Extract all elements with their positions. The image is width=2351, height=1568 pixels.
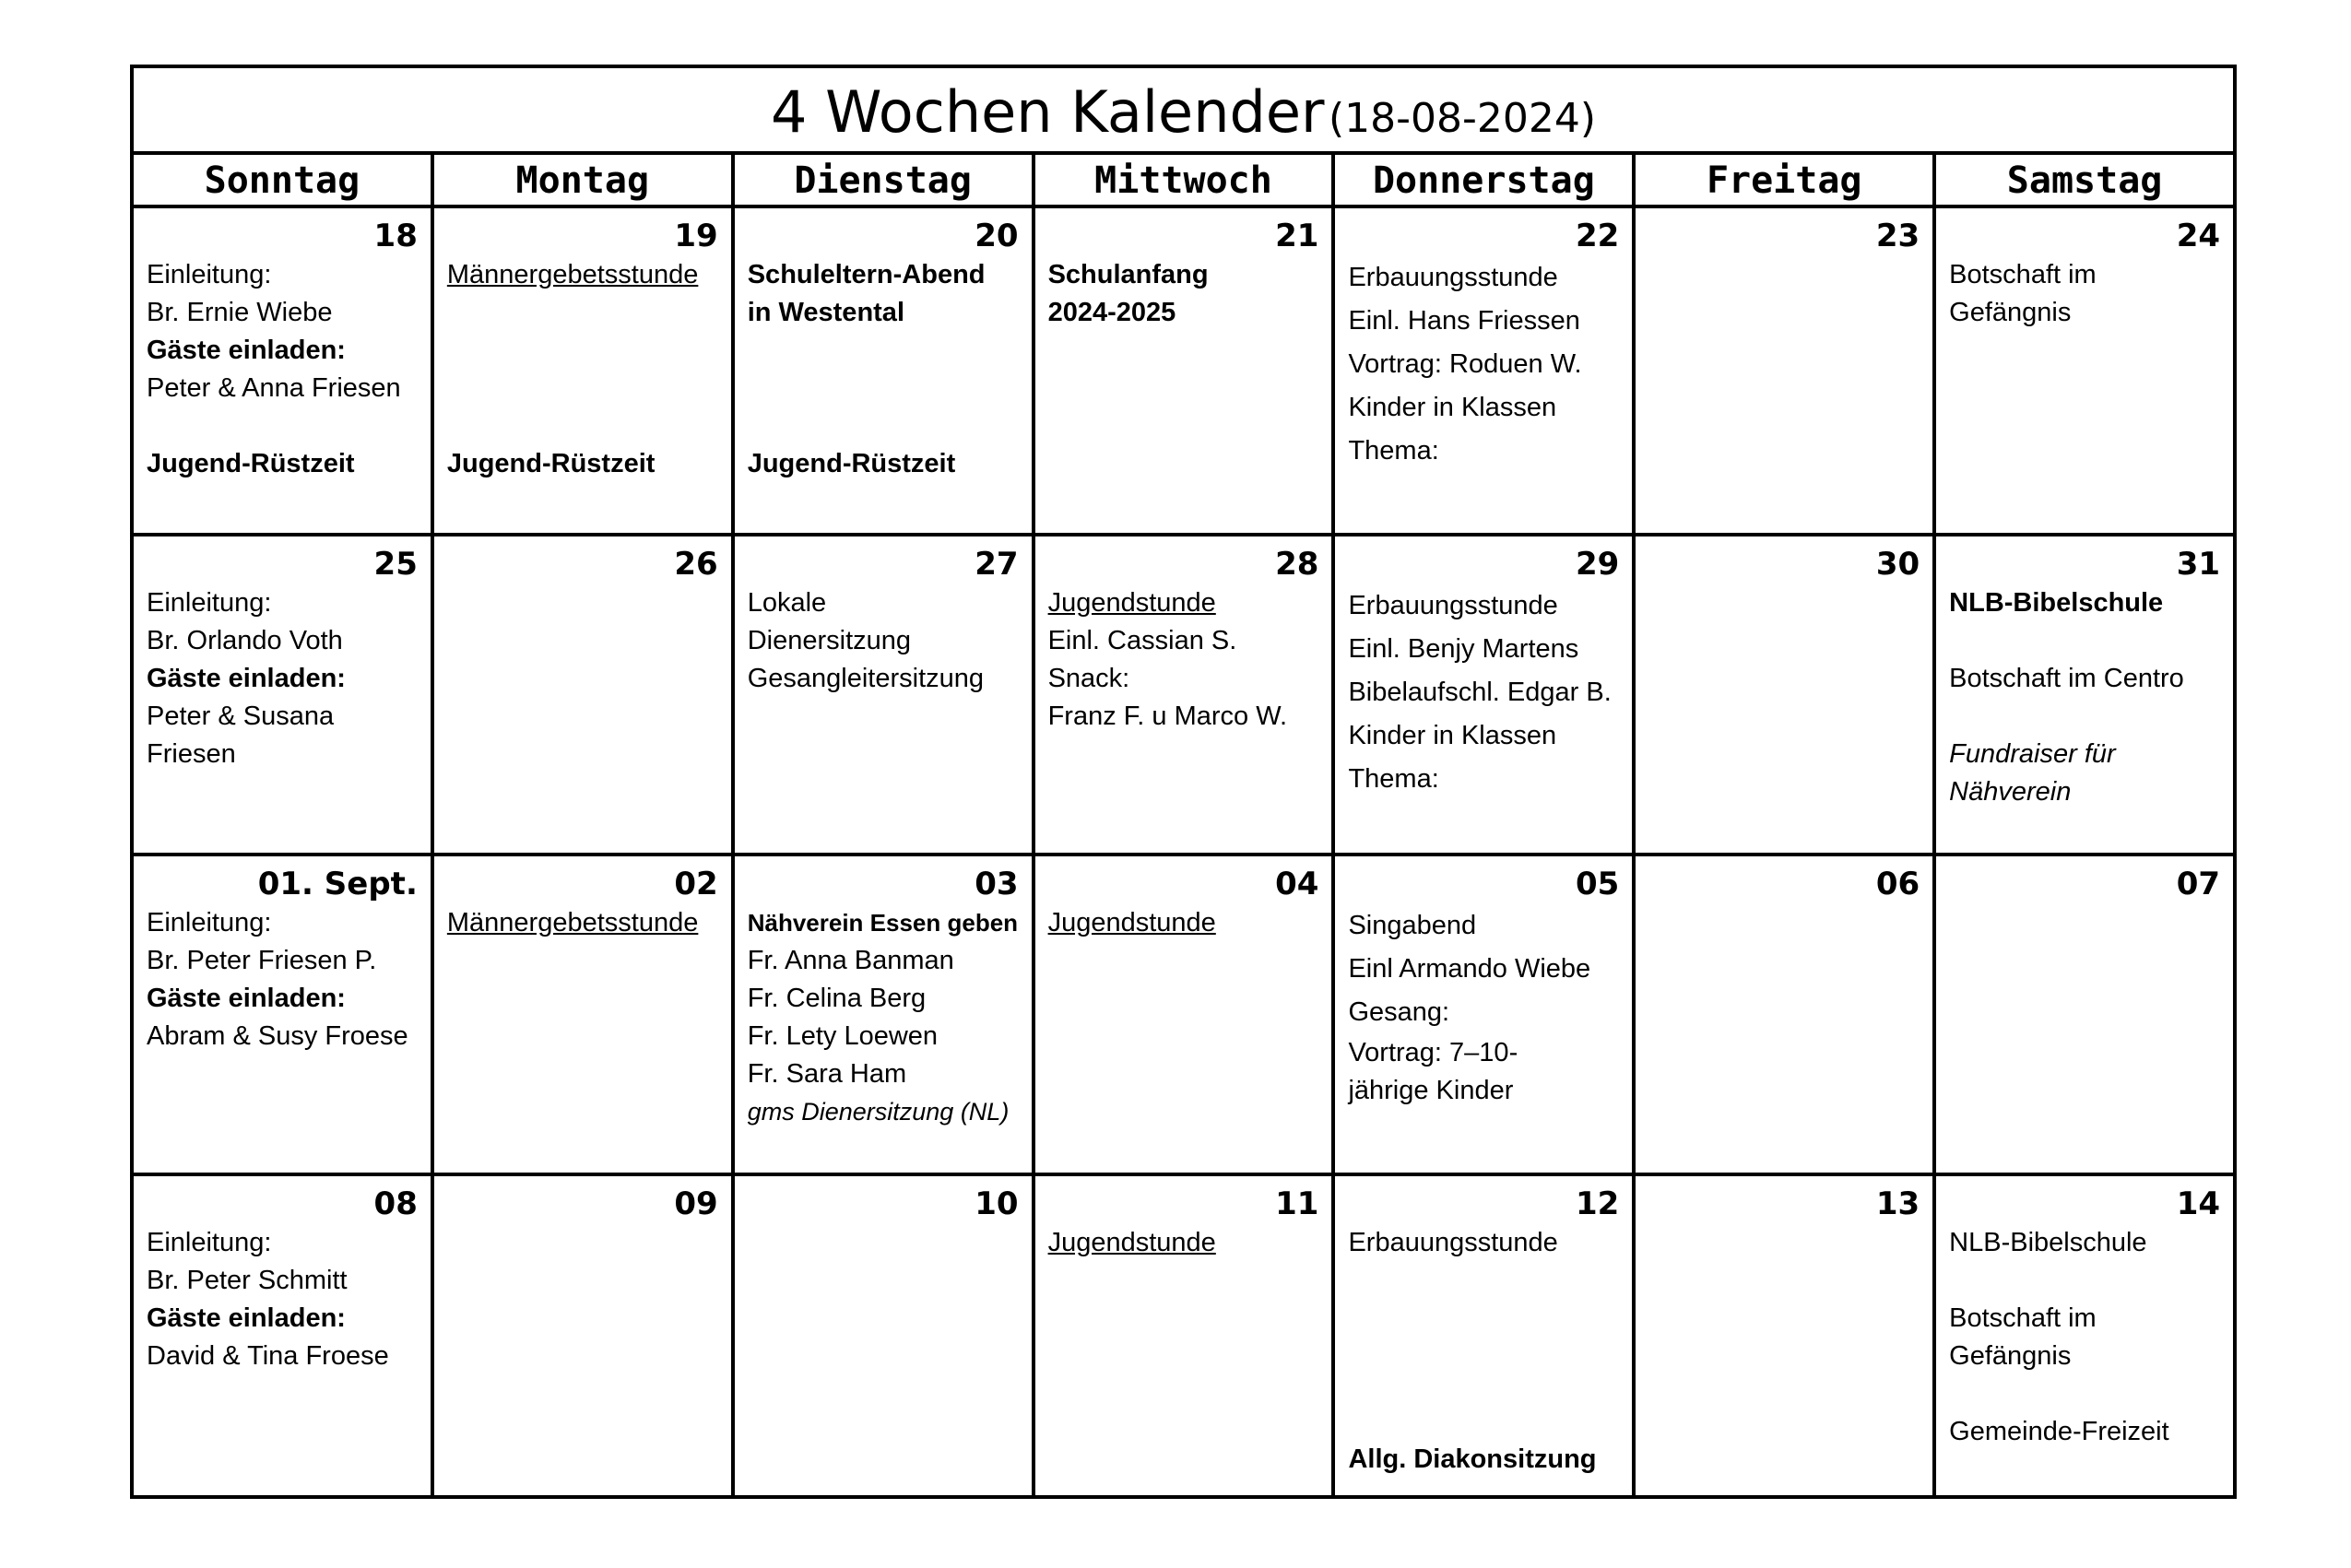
day-cell-29 [1335, 536, 1636, 853]
event-line: Erbauungsstunde [1348, 1228, 1558, 1257]
weekday-samstag: Samstag [2006, 159, 2163, 202]
day-cell-21 [1035, 208, 1336, 533]
day-number: 20 [975, 218, 1019, 254]
day-cell-03 [735, 856, 1035, 1173]
event-line: Br. Ernie Wiebe [147, 298, 333, 327]
event-line: Thema: [1348, 436, 1439, 466]
day-number: 27 [975, 546, 1019, 583]
day-number: 01. Sept. [257, 866, 418, 902]
week-row-1 [134, 208, 2233, 536]
day-cell-19 [434, 208, 735, 533]
event-line: Einleitung: [147, 588, 272, 618]
spacer [748, 332, 1021, 370]
event-line: gms Dienersitzung (NL) [747, 1098, 1010, 1126]
event-line: Jugendstunde [1047, 588, 1216, 618]
event-line: Botschaft im [1949, 1303, 2097, 1333]
weekday-sonntag: Sonntag [134, 155, 434, 205]
event-line: Br. Peter Friesen P. [147, 946, 377, 975]
day-number: 24 [2176, 218, 2221, 254]
event-line: Vortrag: 7–10- [1348, 1038, 1518, 1067]
day-number: 30 [1875, 546, 1920, 583]
title-main: 4 Wochen Kalender [770, 78, 1325, 146]
day-cell-02 [434, 856, 735, 1173]
event-line: Erbauungsstunde [1348, 591, 1558, 620]
event-line: Botschaft im Centro [1949, 664, 2184, 693]
spacer [748, 370, 1021, 407]
event-line: Botschaft im [1949, 260, 2097, 289]
day-number: 22 [1575, 218, 1620, 254]
day-cell-25 [134, 536, 434, 853]
event-line: Abram & Susy Froese [147, 1021, 408, 1051]
weekday-dienstag: Dienstag [735, 155, 1035, 205]
event-line: Nähverein [1949, 777, 2072, 807]
day-number: 09 [674, 1185, 718, 1222]
calendar [130, 65, 2237, 1499]
day-cell-31 [1936, 536, 2233, 853]
event-line: NLB-Bibelschule [1949, 1228, 2147, 1257]
weekday-mittwoch: Mittwoch [1035, 155, 1336, 205]
event-line: jährige Kinder [1348, 1076, 1514, 1105]
week-row-3 [134, 856, 2233, 1176]
day-number: 13 [1875, 1185, 1920, 1222]
week-row-4 [134, 1176, 2233, 1495]
day-cell-27 [735, 536, 1035, 853]
day-cell-12 [1335, 1176, 1636, 1495]
event-line: Jugendstunde [1047, 908, 1216, 937]
day-cell-24 [1936, 208, 2233, 533]
day-number: 23 [1875, 218, 1920, 254]
event-line: Vortrag: Roduen W. [1348, 349, 1582, 379]
event-line: Thema: [1348, 764, 1439, 794]
day-cell-26 [434, 536, 735, 853]
spacer [447, 332, 720, 370]
event-line: 2024-2025 [1047, 298, 1176, 327]
spacer [748, 407, 1021, 445]
event-line: Einl. Hans Friessen [1348, 306, 1580, 336]
event-line: Kinder in Klassen [1348, 393, 1557, 422]
weekday-montag: Montag [434, 155, 735, 205]
event-line: Dienersitzung [747, 626, 912, 655]
event-line: in Westental [747, 298, 904, 327]
calendar-title [134, 68, 2233, 155]
day-number: 02 [674, 866, 718, 902]
event-line: Br. Orlando Voth [147, 626, 343, 655]
spacer [1949, 698, 2222, 736]
event-line: Einl. Benjy Martens [1348, 634, 1579, 664]
event-line: Gesangleitersitzung [747, 664, 985, 693]
day-number: 11 [1275, 1185, 1319, 1222]
day-number: 18 [373, 218, 418, 254]
day-number: 10 [975, 1185, 1019, 1222]
day-cell-08 [134, 1176, 434, 1495]
event-line: Einleitung: [147, 908, 272, 937]
event-line: Schuleltern-Abend [747, 260, 986, 289]
weekday-freitag: Freitag [1636, 155, 1936, 205]
event-line: Gesang: [1348, 997, 1450, 1027]
event-line: Peter & Anna Friesen [147, 373, 401, 403]
spacer [1949, 622, 2222, 660]
event-line: Friesen [147, 739, 236, 769]
day-number: 25 [373, 546, 418, 583]
event-line: Gäste einladen: [147, 984, 346, 1013]
event-line: Fr. Sara Ham [747, 1059, 907, 1089]
event-line-bottom: Allg. Diakonsitzung [1348, 1444, 1597, 1474]
event-line: Jugend-Rüstzeit [446, 449, 656, 478]
day-number: 29 [1575, 546, 1620, 583]
event-line: Singabend [1348, 911, 1477, 940]
event-line: Erbauungsstunde [1348, 263, 1558, 292]
day-cell-28 [1035, 536, 1336, 853]
event-line: Gefängnis [1949, 1341, 2072, 1371]
day-cell-23 [1636, 208, 1936, 533]
day-number: 07 [2176, 866, 2221, 902]
event-line: Kinder in Klassen [1348, 721, 1557, 750]
day-number: 26 [674, 546, 718, 583]
event-line: Einleitung: [147, 260, 272, 289]
event-line: Gäste einladen: [147, 336, 346, 365]
day-cell-20 [735, 208, 1035, 533]
event-line: Fr. Anna Banman [747, 946, 954, 975]
event-line: Snack: [1047, 664, 1130, 693]
day-number: 12 [1575, 1185, 1620, 1222]
event-line: Einl. Cassian S. [1047, 626, 1237, 655]
day-number: 08 [373, 1185, 418, 1222]
day-cell-05 [1335, 856, 1636, 1173]
day-number: 31 [2176, 546, 2221, 583]
event-line: Gefängnis [1949, 298, 2072, 327]
event-line: Br. Peter Schmitt [147, 1266, 348, 1295]
day-number: 14 [2176, 1185, 2221, 1222]
day-number: 04 [1275, 866, 1319, 902]
day-number: 03 [975, 866, 1019, 902]
day-cell-22 [1335, 208, 1636, 533]
event-line: Einleitung: [147, 1228, 272, 1257]
event-line: Fr. Lety Loewen [747, 1021, 939, 1051]
spacer [447, 370, 720, 407]
event-line: Lokale [747, 588, 827, 618]
day-cell-07 [1936, 856, 2233, 1173]
weekday-header-row [134, 155, 2233, 208]
day-cell-09 [434, 1176, 735, 1495]
day-cell-14 [1936, 1176, 2233, 1495]
day-number: 28 [1275, 546, 1319, 583]
day-cell-04 [1035, 856, 1336, 1173]
spacer [1949, 1375, 2222, 1413]
event-line: David & Tina Froese [147, 1341, 389, 1371]
event-line: Nähverein Essen geben [747, 909, 1019, 937]
event-line: Einl Armando Wiebe [1348, 954, 1591, 984]
event-line: Schulanfang [1047, 260, 1209, 289]
event-line: Franz F. u Marco W. [1047, 701, 1288, 731]
spacer [447, 294, 720, 332]
event-line: Männergebetsstunde [446, 260, 699, 289]
day-cell-30 [1636, 536, 1936, 853]
spacer [1949, 1262, 2222, 1300]
day-cell-10 [735, 1176, 1035, 1495]
event-line: Gäste einladen: [147, 1303, 346, 1333]
spacer [447, 407, 720, 445]
event-line: Peter & Susana [147, 701, 335, 731]
event-line: Gemeinde-Freizeit [1949, 1417, 2169, 1446]
day-cell-18 [134, 208, 434, 533]
day-cell-06 [1636, 856, 1936, 1173]
title-date: (18-08-2024) [1328, 95, 1596, 142]
day-number: 06 [1875, 866, 1920, 902]
weekday-donnerstag: Donnerstag [1335, 155, 1636, 205]
day-cell-11 [1035, 1176, 1336, 1495]
day-cell-13 [1636, 1176, 1936, 1495]
day-number: 19 [674, 218, 718, 254]
event-line: Männergebetsstunde [446, 908, 699, 937]
day-number: 21 [1275, 218, 1319, 254]
event-line: Bibelaufschl. Edgar B. [1348, 678, 1612, 707]
day-cell-01-sept [134, 856, 434, 1173]
spacer [147, 407, 419, 445]
event-line: Jugendstunde [1047, 1228, 1216, 1257]
event-line: Jugend-Rüstzeit [147, 449, 355, 478]
event-line: Jugend-Rüstzeit [747, 449, 956, 478]
event-line: Fr. Celina Berg [747, 984, 927, 1013]
event-line: NLB-Bibelschule [1949, 588, 2164, 618]
week-row-2 [134, 536, 2233, 856]
event-line: Gäste einladen: [147, 664, 346, 693]
event-line: Fundraiser für [1949, 739, 2116, 769]
day-number: 05 [1575, 866, 1620, 902]
